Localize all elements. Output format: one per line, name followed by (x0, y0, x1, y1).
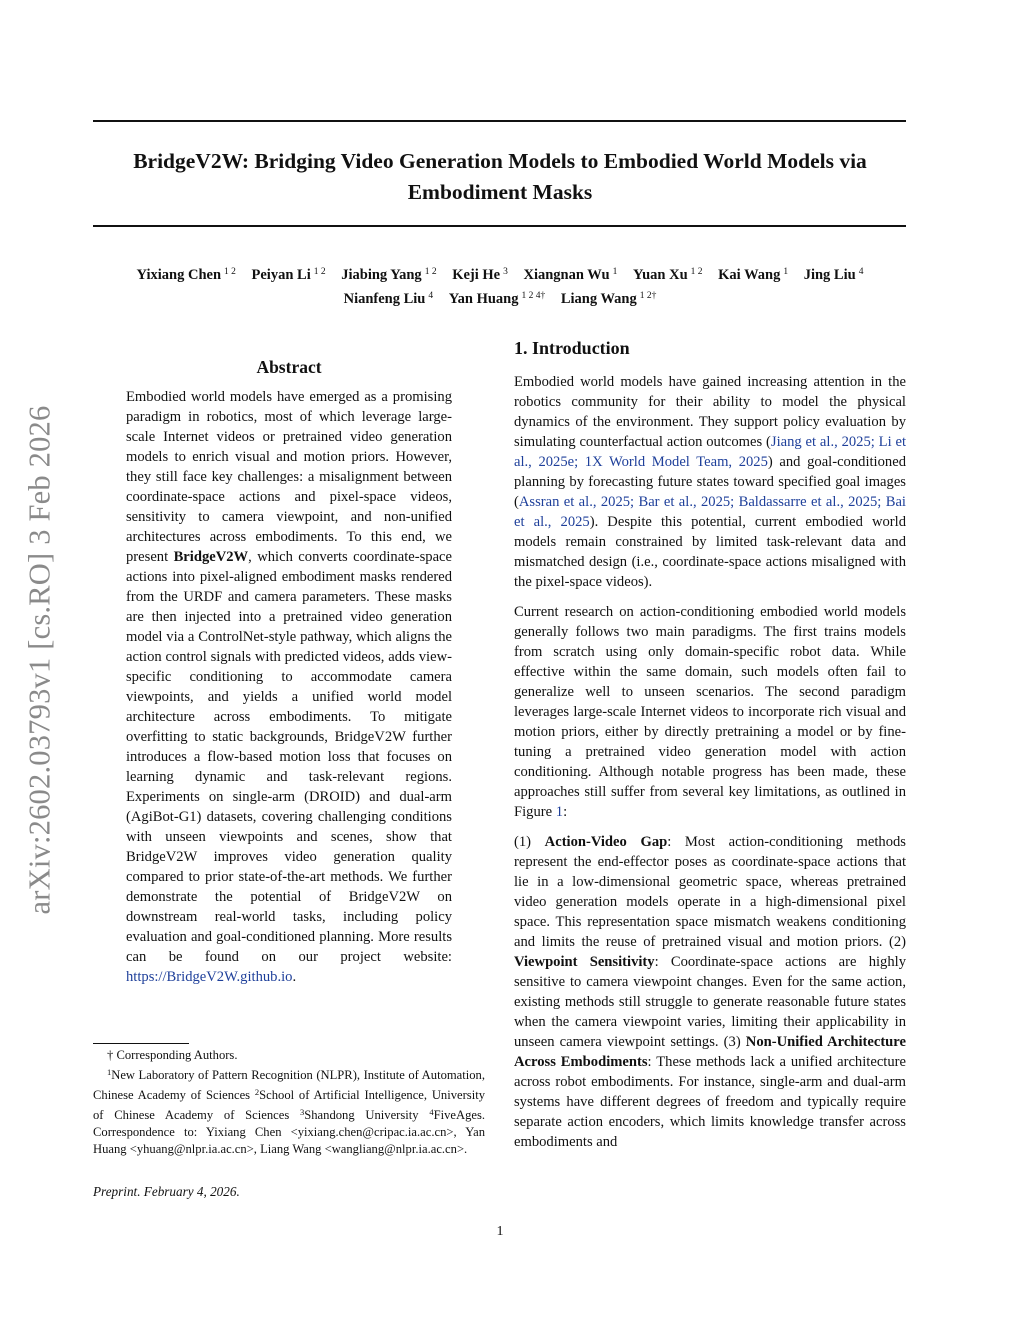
title-bottom-rule (93, 225, 906, 227)
page-number: 1 (496, 1224, 504, 1239)
author: Keji He $^3$ (452, 267, 508, 283)
abstract-heading: Abstract (256, 357, 322, 377)
author: Peiyan Li $^{1 2}$ (251, 267, 326, 283)
corresponding-note: † Corresponding Authors. (107, 1048, 238, 1062)
author-line-1 (70, 262, 930, 286)
section-heading-introduction: 1. Introduction (514, 338, 630, 358)
project-link[interactable]: https://BridgeV2W.github.io (126, 969, 293, 985)
author: Liang Wang $^{1 2\dagger}$ (560, 291, 657, 307)
intro-paragraph-3: (1) Action-Video Gap: Most action-conditioning methods represent the end-effector poses as coordinate-space actions that lie in a low-dimensional geometric space, whereas pretrained video generation models operate in a high-dimensional pixel space. This representation space mismatch weakens conditioning and limits the reuse of pretrained visual and motion priors. (2) Viewpoint Sensitivity: Coordinate-space actions are highly sensitive to camera viewpoint changes. Even for the same action, existing methods still struggle to generate reasonable future states when the camera viewpoint varies, limiting their applicability in unseen camera viewpoint settings. (3) Non-Unified Architecture Across Embodiments: These methods lack a unified architecture across robot embodiments. For instance, single-arm and dual-arm systems have different degrees of freedom and typically require separate action encoders, which limits knowledge transfer across embodiments and (514, 834, 906, 1150)
top-rule (93, 120, 906, 122)
author: Nianfeng Liu $^4$ (343, 291, 434, 307)
author: Jiabing Yang $^{1 2}$ (341, 267, 437, 283)
arxiv-id: arXiv:2602.03793v1 [cs.RO] 3 Feb 2026 (22, 405, 57, 915)
intro-paragraph-1: Embodied world models have gained increasing attention in the robotics community for their ability to model the physical dynamics of the environment. They support policy evaluation by simulating counterfactual action outcomes (Jiang et al., 2025; Li et al., 2025e; 1X World Model Team, 2025) and goal-conditioned planning by forecasting future states toward specified goal images (Assran et al., 2025; Bar et al., 2025; Baldassarre et al., 2025; Bai et al., 2025). Despite this potential, current embodied world models remain constrained by limited task-relevant data and mismatched design (i.e., coordinate-space actions misaligned with the pixel-space videos). (514, 374, 906, 590)
author: Kai Wang $^1$ (718, 267, 789, 283)
abstract-body: Embodied world models have emerged as a promising paradigm in robotics, most of which leverage large-scale Internet videos or pretrained video generation models to enrich visual and motion priors. However, they still face key challenges: a misalignment between coordinate-space actions and pixel-space videos, sensitivity to camera viewpoint, and non-unified architectures across embodiments. To this end, we present BridgeV2W, which converts coordinate-space actions into pixel-aligned embodiment masks rendered from the URDF and camera parameters. These masks are then injected into a pretrained video generation model via a ControlNet-style pathway, which aligns the action control signals with predicted videos, adds view-specific conditioning to accommodate camera viewpoints, and yields a unified world model architecture across embodiments. To mitigate overfitting to static backgrounds, BridgeV2W further introduces a flow-based motion loss that focuses on learning dynamic and task-relevant regions. Experiments on single-arm (DROID) and dual-arm (AgiBot-G1) datasets, covering challenging conditions with unseen viewpoints and scenes, show that BridgeV2W improves video generation quality compared to prior state-of-the-art methods. We further demonstrate the potential of BridgeV2W on downstream real-world tasks, including policy evaluation and goal-conditioned planning. More results can be found on our project website: https://BridgeV2W.github.io. (126, 389, 452, 985)
preprint-note: Preprint. February 4, 2026. (93, 1184, 240, 1199)
author-list (70, 262, 930, 310)
title-line-1: BridgeV2W: Bridging Video Generation Models to Embodied World Models via (133, 149, 867, 173)
author: Yixiang Chen $^{1 2}$ (136, 267, 236, 283)
author: Yuan Xu $^{1 2}$ (632, 267, 703, 283)
author-line-2 (70, 286, 930, 310)
citation-link[interactable]: Jiang et al., 2025; Li et al., 2025e; 1X World Model Team, 2025 (514, 434, 906, 470)
author: Yan Huang $^{1 2 4\dagger}$ (448, 291, 546, 307)
introduction-body (514, 372, 906, 1162)
affiliations-note: $^1$New Laboratory of Pattern Recognition (NLPR), Institute of Automation, Chinese Academy of Sciences $^2$School of Artificial Intelligence, University of Chinese Academy of Sciences $^3$Shandong University $^4$FiveAges. Correspondence to: Yixiang Chen <yixiang.chen@cripac.ia.ac.cn>, Yan Huang <yhuang@nlpr.ia.ac.cn>, Liang Wang <wangliang@nlpr.ia.ac.cn>. (93, 1067, 485, 1156)
intro-paragraph-2: Current research on action-conditioning embodied world models generally follows two main paradigms. The first trains models from scratch using only domain-specific robot data. While effective within the same domain, such models often fail to generalize well to unseen scenarios. The second paradigm leverages large-scale Internet videos to incorporate rich visual and motion priors, either by directly pretraining a model or by fine-tuning a pretrained video generation model with action conditioning. Although notable progress has been made, these approaches still suffer from several key limitations, as outlined in Figure 1: (514, 604, 906, 820)
figure-ref-link[interactable]: 1 (555, 804, 564, 820)
footnote-rule (93, 1043, 189, 1044)
author: Xiangnan Wu $^1$ (523, 267, 618, 283)
footnotes (93, 1047, 485, 1158)
paper-title (80, 146, 920, 208)
citation-link[interactable]: Assran et al., 2025; Bar et al., 2025; Baldassarre et al., 2025; Bai et al., 2025 (514, 494, 906, 530)
method-name: BridgeV2W (173, 549, 249, 565)
author: Jing Liu $^4$ (803, 267, 864, 283)
title-line-2: Embodiment Masks (407, 180, 593, 204)
